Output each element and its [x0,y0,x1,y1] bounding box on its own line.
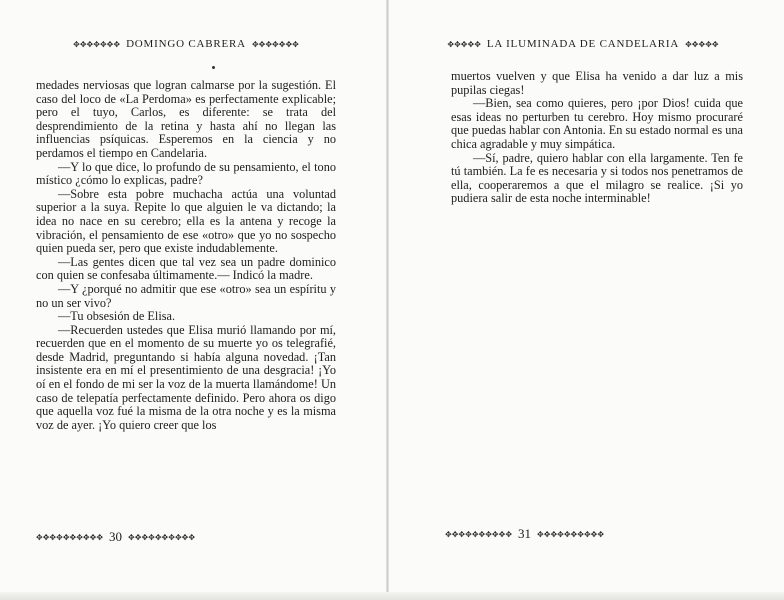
right-page-body [451,70,743,206]
header-ornament-left: ✥✥✥✥✥ [447,39,481,49]
paragraph: —Las gentes dicen que tal vez sea un padre dominico con quien se confesaba últimamente.— Indicó la madre. [36,254,336,283]
paragraph: —Y lo que dice, lo profundo de su pensamiento, el tono místico ¿cómo lo explicas, padre? [36,159,336,188]
footer-ornament-left: ✥✥✥✥✥✥✥✥✥✥ [445,529,513,539]
right-page [389,0,784,600]
paragraph: —Sí, padre, quiero hablar con ella largamente. Ten fe tú también. La fe es necesaria y si todos nos penetramos de ella, cooperaremos a que el milagro se realice. ¡Si yo pudiera salir de esta noche interminable! [451,150,743,206]
paragraph: muertos vuelven y que Elisa ha venido a dar luz a mis pupilas ciegas! [451,69,743,97]
paragraph: —Tu obsesión de Elisa. [58,309,176,324]
header-ornament-right: ✥✥✥✥✥✥✥ [251,39,299,49]
header-ornament-right: ✥✥✥✥✥ [685,39,719,49]
page-number: 31 [518,526,532,541]
paragraph: —Sobre esta pobre muchacha actúa una voluntad superior a la suya. Repite lo que alguien le va dictando; la idea no nace en su cerebro; ella es la antena y recoge la vibración, el pensamiento de ese «otro» que yo no sospecho quien pueda ser, pero que existe indudablemente. [36,186,336,256]
print-mark [212,66,215,69]
left-running-header [36,38,336,50]
left-header-title: DOMINGO CABRERA [126,38,246,50]
left-page-body [36,79,336,432]
header-ornament-left: ✥✥✥✥✥✥✥ [73,39,121,49]
left-page-footer [36,529,195,545]
paragraph: —Y ¿porqué no admitir que ese «otro» sea un espíritu y no un ser vivo? [36,281,336,310]
paragraph: —Recuerden ustedes que Elisa murió llamando por mí, recuerden que en el momento de su muerte yo os telegrafié, desde Madrid, preguntando si había alguna novedad. ¡Tan insistente era en mí el presentimiento de una desgracia! ¡Yo oí en el fondo de mi ser la voz de la muerta llamándome! Un caso de telepatía perfectamente definido. Pero ahora os digo que aquella voz fué la misma de la otra noche y es la misma voz de ayer. ¡Yo quiero creer que los [36,322,336,432]
footer-ornament-left: ✥✥✥✥✥✥✥✥✥✥ [36,532,104,542]
left-page [0,0,386,600]
right-header-title: LA ILUMINADA DE CANDELARIA [486,38,680,50]
paragraph: medades nerviosas que logran calmarse por la sugestión. El caso del loco de «La Perdoma» es perfectamente explicable; pero el tuyo, Carlos, es diferente: se trata del desprendimiento de la retina y hasta ahí no llegan las influencias psíquicas. Esperemos en la ciencia y no perdamos el tiempo en Candelaria. [36,78,336,160]
paragraph: —Bien, sea como quieres, pero ¡por Dios! cuida que esas ideas no perturben tu cerebro. Hoy mismo procuraré que puedas hablar con Antonia. En su estado normal es una chica agradable y muy simpática. [451,96,743,151]
footer-ornament-right: ✥✥✥✥✥✥✥✥✥✥ [537,529,605,539]
page-number: 30 [109,529,123,544]
footer-ornament-right: ✥✥✥✥✥✥✥✥✥✥ [128,532,196,542]
right-page-footer [445,526,604,542]
right-running-header [433,38,733,50]
